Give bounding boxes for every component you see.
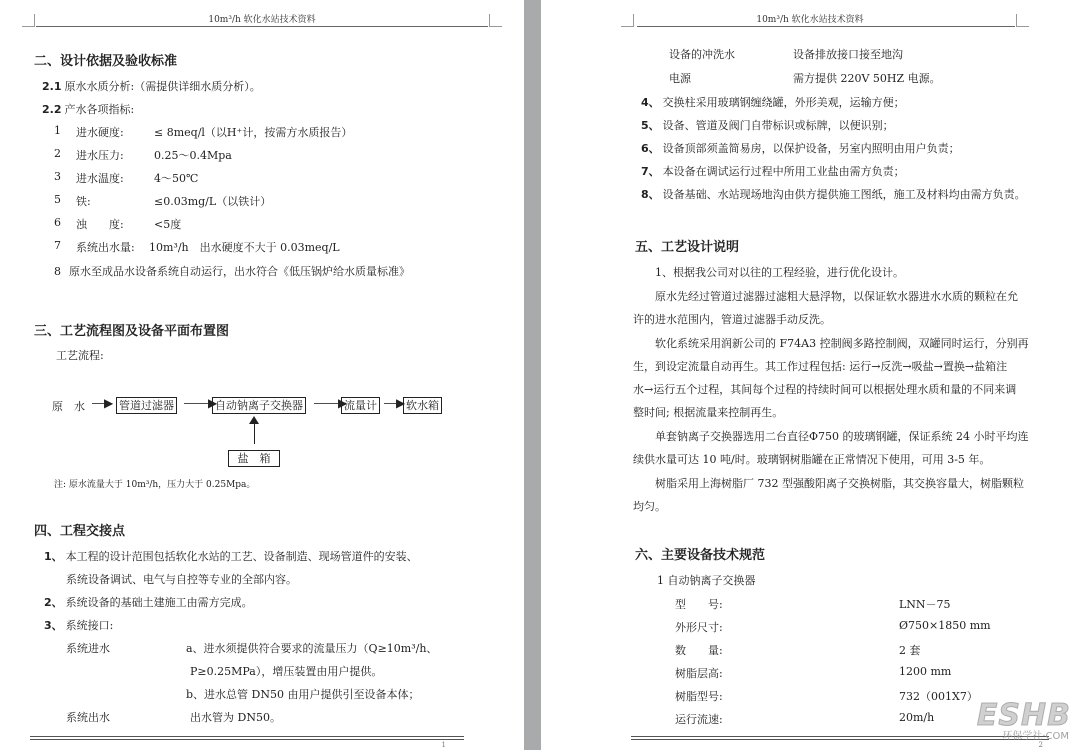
page-number: 2 xyxy=(1038,741,1043,749)
flow-subtitle: 工艺流程: xyxy=(56,349,104,362)
footer-rule xyxy=(30,736,464,737)
crop-mark xyxy=(489,14,502,27)
handover-item: 7、 本设备在调试运行过程中所用工业盐由需方负责； xyxy=(641,165,905,178)
handover-3: 3、 系统接口: xyxy=(44,619,114,632)
handover-item: 8、 设备基础、水站现场地沟由供方提供施工图纸，施工及材料均由需方负责。 xyxy=(641,188,1026,201)
spec-value: 1200 mm xyxy=(899,665,952,678)
section-2-title: 二、设计依据及验收标准 xyxy=(34,54,178,69)
line-2-1: 2.1 原水水质分析:（需提供详细水质分析）。 xyxy=(42,80,261,93)
indicator-row: 7 系统出水量: 10m³/h 出水硬度不大于 0.03meq/L xyxy=(54,239,340,254)
handover-item: 6、 设备顶部须盖简易房，以保护设备，另室内照明由用户负责； xyxy=(641,142,960,155)
interface-value: 需方提供 220V 50HZ 电源。 xyxy=(793,72,941,85)
paragraph-line: 软化系统采用润新公司的 F74A3 控制阀多路控制阀，双罐同时运行，分别再 xyxy=(655,337,1029,350)
inlet-a-2: P≥0.25MPa），增压装置由用户提供。 xyxy=(190,665,383,678)
arrow-right-icon: ―▶ xyxy=(92,396,114,410)
indicator-row: 8 原水至成品水设备系统自动运行，出水符合《低压锅炉给水质量标准》 xyxy=(54,265,410,278)
paragraph-line: 树脂采用上海树脂厂 732 型强酸阳离子交换树脂，其交换容量大，树脂颗粒 xyxy=(655,477,1024,490)
paragraph-line: 许的进水范围内，管道过滤器手动反洗。 xyxy=(633,313,831,326)
section-3-title: 三、工艺流程图及设备平面布置图 xyxy=(34,324,230,339)
inlet-label: 系统进水 xyxy=(66,642,110,655)
paragraph-line: 整时间; 根据流量来控制再生。 xyxy=(633,406,784,419)
crop-mark xyxy=(621,14,634,27)
handover-1: 1、 本工程的设计范围包括软化水站的工艺、设备制造、现场管道件的安装、 xyxy=(44,550,418,563)
footer-rule xyxy=(30,739,464,740)
indicator-row: 2 进水压力: 0.25～0.4Mpa xyxy=(54,147,232,162)
spec-label: 型 号: xyxy=(675,598,723,611)
site-watermark-logo: ESHB 环保学社·COM xyxy=(976,698,1071,742)
spec-label: 外形尺寸: xyxy=(675,621,723,634)
spec-value: 2 套 xyxy=(899,644,921,657)
crop-mark xyxy=(1016,14,1029,27)
spec-value: LNN－75 xyxy=(899,598,951,611)
spec-value: 732（001X7） xyxy=(899,690,978,703)
section-5-title: 五、工艺设计说明 xyxy=(635,240,740,255)
line-2-2: 2.2 产水各项指标: xyxy=(42,103,135,116)
spec-label: 运行流速: xyxy=(675,713,723,726)
outlet-label: 系统出水 xyxy=(66,711,110,724)
handover-2: 2、 系统设备的基础土建施工由需方完成。 xyxy=(44,596,253,609)
paragraph-line: 生，到设定流量自动再生。其工作过程包括: 运行→反洗→吸盐→置换→盐箱注 xyxy=(633,360,1008,373)
interface-label: 电源 xyxy=(669,72,691,85)
handover-1-cont: 系统设备调试、电气与自控等专业的全部内容。 xyxy=(66,573,297,586)
inlet-b: b、进水总管 DN50 由用户提供引至设备本体； xyxy=(186,688,420,701)
outlet-value: 出水管为 DN50。 xyxy=(190,711,281,724)
flow-note: 注: 原水流量大于 10m³/h，压力大于 0.25Mpa。 xyxy=(54,480,256,490)
header-rule xyxy=(36,26,488,27)
indicator-row: 1 进水硬度: ≤ 8meq/l（以H⁺计，按需方水质报告） xyxy=(54,124,353,139)
inlet-a-1: a、进水须提供符合要求的流量压力（Q≥10m³/h、 xyxy=(186,642,438,655)
equipment-subtitle: 1 自动钠离子交换器 xyxy=(657,574,756,587)
paragraph-line: 均匀。 xyxy=(633,500,666,513)
indicator-row: 3 进水温度: 4～50℃ xyxy=(54,170,199,185)
handover-item: 4、 交换柱采用玻璃钢缠绕罐，外形美观，运输方便； xyxy=(641,96,905,109)
document-page-2 xyxy=(541,0,1079,750)
flow-box-soft-water-tank: 软水箱 xyxy=(403,397,442,414)
indicator-row: 5 铁: ≤0.03mg/L（以铁计） xyxy=(54,193,272,208)
paragraph-line: 1、根据我公司对以往的工程经验，进行优化设计。 xyxy=(655,266,904,279)
flow-raw-water: 原 水 xyxy=(52,400,85,413)
spec-label: 树脂型号: xyxy=(675,690,723,703)
page-header: 10m³/h 软化水站技术资料 xyxy=(208,15,316,25)
flow-box-flowmeter: 流量计 xyxy=(341,397,380,414)
spec-value: Ø750×1850 mm xyxy=(899,619,991,632)
spec-value: 20m/h xyxy=(899,711,935,724)
flow-box-ion-exchanger: 自动钠离子交换器 xyxy=(212,397,306,414)
arrow-right-icon: ――▶ xyxy=(314,396,348,410)
paragraph-line: 续供水量可达 10 吨/时。玻璃钢树脂罐在正常情况下使用，可用 3-5 年。 xyxy=(633,453,991,466)
arrow-right-icon: ――▶ xyxy=(184,396,218,410)
handover-item: 5、 设备、管道及阀门自带标识或标牌，以便识别； xyxy=(641,119,894,132)
arrow-right-icon: ―▶ xyxy=(384,396,406,410)
flow-box-salt-tank: 盐 箱 xyxy=(228,450,280,467)
paragraph-line: 单套钠离子交换器选用二台直径Φ750 的玻璃钢罐，保证系统 24 小时平均连 xyxy=(655,430,1029,443)
section-6-title: 六、主要设备技术规范 xyxy=(635,548,766,563)
paragraph-line: 原水先经过管道过滤器过滤粗大悬浮物，以保证软水器进水水质的颗粒在允 xyxy=(655,290,1018,303)
flow-box-pipe-filter: 管道过滤器 xyxy=(116,397,177,414)
page-number: 1 xyxy=(441,741,446,749)
spec-label: 树脂层高: xyxy=(675,667,723,680)
paragraph-line: 水→运行五个过程，其间每个过程的持续时间可以根据处理水质和量的不同来调 xyxy=(633,383,1017,396)
arrow-up-icon xyxy=(249,416,259,424)
spec-label: 数 量: xyxy=(675,644,723,657)
interface-value: 设备排放接口接至地沟 xyxy=(793,48,903,61)
interface-label: 设备的冲洗水 xyxy=(669,48,735,61)
document-page-1 xyxy=(0,0,524,750)
indicator-row: 6 浊 度: <5度 xyxy=(54,216,182,231)
page-header: 10m³/h 软化水站技术资料 xyxy=(756,15,864,25)
header-rule xyxy=(637,26,1015,27)
section-4-title: 四、工程交接点 xyxy=(34,524,126,539)
crop-mark xyxy=(22,14,35,27)
